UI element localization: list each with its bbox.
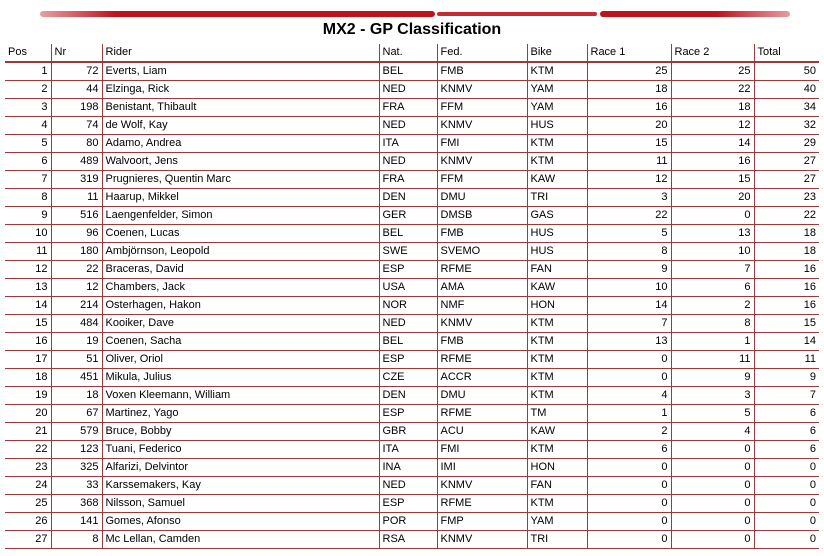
cell-pos: 12 (5, 261, 51, 279)
cell-total: 14 (754, 333, 819, 351)
cell-nat: NED (379, 81, 437, 99)
cell-nr: 72 (51, 62, 102, 81)
cell-total: 22 (754, 207, 819, 225)
classification-table (5, 44, 819, 549)
cell-rider: Benistant, Thibault (102, 99, 379, 117)
cell-pos: 5 (5, 135, 51, 153)
cell-rider: Braceras, David (102, 261, 379, 279)
cell-race2: 5 (671, 405, 754, 423)
cell-nr: 451 (51, 369, 102, 387)
cell-total: 6 (754, 405, 819, 423)
column-header-nr[interactable]: Nr (51, 44, 102, 62)
cell-total: 6 (754, 423, 819, 441)
cell-nat: INA (379, 459, 437, 477)
cell-fed: ACU (437, 423, 527, 441)
cell-fed: AMA (437, 279, 527, 297)
cell-nr: 180 (51, 243, 102, 261)
cell-nr: 51 (51, 351, 102, 369)
cell-fed: RFME (437, 405, 527, 423)
cell-bike: YAM (527, 99, 587, 117)
cell-bike: KTM (527, 135, 587, 153)
cell-nat: ESP (379, 405, 437, 423)
cell-bike: KTM (527, 315, 587, 333)
cell-nat: NED (379, 117, 437, 135)
cell-fed: FMI (437, 135, 527, 153)
table-row (5, 387, 819, 405)
cell-fed: FFM (437, 99, 527, 117)
cell-total: 9 (754, 369, 819, 387)
table-row (5, 405, 819, 423)
cell-rider: Elzinga, Rick (102, 81, 379, 99)
cell-pos: 14 (5, 297, 51, 315)
column-header-bike[interactable]: Bike (527, 44, 587, 62)
column-header-fed[interactable]: Fed. (437, 44, 527, 62)
cell-pos: 4 (5, 117, 51, 135)
cell-total: 16 (754, 261, 819, 279)
table-row (5, 153, 819, 171)
cell-race2: 25 (671, 62, 754, 81)
cell-nr: 123 (51, 441, 102, 459)
cell-race2: 0 (671, 459, 754, 477)
cell-nat: NED (379, 477, 437, 495)
cell-nat: CZE (379, 369, 437, 387)
cell-bike: KTM (527, 153, 587, 171)
cell-total: 16 (754, 279, 819, 297)
cell-race2: 9 (671, 369, 754, 387)
cell-nat: NED (379, 153, 437, 171)
cell-nr: 22 (51, 261, 102, 279)
cell-nr: 44 (51, 81, 102, 99)
cell-nat: USA (379, 279, 437, 297)
cell-bike: KTM (527, 387, 587, 405)
table-row (5, 189, 819, 207)
table-row (5, 279, 819, 297)
cell-bike: FAN (527, 477, 587, 495)
cell-pos: 26 (5, 513, 51, 531)
cell-bike: HON (527, 297, 587, 315)
cell-race1: 0 (587, 513, 671, 531)
cell-rider: Tuani, Federico (102, 441, 379, 459)
cell-fed: KNMV (437, 315, 527, 333)
table-row (5, 261, 819, 279)
cell-nat: NED (379, 315, 437, 333)
cell-bike: HUS (527, 225, 587, 243)
cell-pos: 9 (5, 207, 51, 225)
cell-race1: 18 (587, 81, 671, 99)
cell-total: 0 (754, 459, 819, 477)
header-brush-fade (40, 10, 792, 18)
table-row (5, 369, 819, 387)
cell-total: 15 (754, 315, 819, 333)
cell-pos: 17 (5, 351, 51, 369)
cell-pos: 15 (5, 315, 51, 333)
cell-total: 6 (754, 441, 819, 459)
cell-nr: 33 (51, 477, 102, 495)
cell-rider: Everts, Liam (102, 62, 379, 81)
table-row (5, 351, 819, 369)
cell-fed: IMI (437, 459, 527, 477)
cell-nr: 67 (51, 405, 102, 423)
cell-rider: Mikula, Julius (102, 369, 379, 387)
cell-nat: BEL (379, 62, 437, 81)
cell-fed: KNMV (437, 117, 527, 135)
cell-race1: 20 (587, 117, 671, 135)
cell-total: 16 (754, 297, 819, 315)
cell-rider: Adamo, Andrea (102, 135, 379, 153)
cell-race1: 13 (587, 333, 671, 351)
cell-race2: 0 (671, 441, 754, 459)
cell-total: 32 (754, 117, 819, 135)
cell-race1: 0 (587, 351, 671, 369)
cell-nr: 516 (51, 207, 102, 225)
table-row (5, 135, 819, 153)
cell-pos: 24 (5, 477, 51, 495)
cell-race1: 11 (587, 153, 671, 171)
cell-nat: FRA (379, 99, 437, 117)
cell-rider: Osterhagen, Hakon (102, 297, 379, 315)
table-row (5, 333, 819, 351)
cell-fed: RFME (437, 351, 527, 369)
cell-nr: 80 (51, 135, 102, 153)
cell-race1: 14 (587, 297, 671, 315)
cell-nat: DEN (379, 387, 437, 405)
cell-fed: DMU (437, 189, 527, 207)
cell-pos: 22 (5, 441, 51, 459)
table-row (5, 531, 819, 549)
cell-nr: 8 (51, 531, 102, 549)
cell-nr: 96 (51, 225, 102, 243)
cell-race1: 8 (587, 243, 671, 261)
cell-rider: Nilsson, Samuel (102, 495, 379, 513)
cell-pos: 8 (5, 189, 51, 207)
cell-nr: 11 (51, 189, 102, 207)
cell-rider: de Wolf, Kay (102, 117, 379, 135)
cell-race1: 10 (587, 279, 671, 297)
cell-rider: Kooiker, Dave (102, 315, 379, 333)
table-row (5, 477, 819, 495)
cell-bike: TRI (527, 189, 587, 207)
cell-race2: 0 (671, 495, 754, 513)
table-row (5, 225, 819, 243)
cell-bike: KTM (527, 333, 587, 351)
cell-fed: ACCR (437, 369, 527, 387)
cell-nr: 484 (51, 315, 102, 333)
cell-rider: Coenen, Lucas (102, 225, 379, 243)
cell-nat: SWE (379, 243, 437, 261)
cell-race2: 12 (671, 117, 754, 135)
cell-race1: 15 (587, 135, 671, 153)
cell-race2: 13 (671, 225, 754, 243)
cell-bike: KTM (527, 62, 587, 81)
cell-bike: HUS (527, 117, 587, 135)
cell-race1: 9 (587, 261, 671, 279)
cell-nat: GBR (379, 423, 437, 441)
cell-rider: Chambers, Jack (102, 279, 379, 297)
cell-nr: 74 (51, 117, 102, 135)
cell-nat: ITA (379, 135, 437, 153)
cell-nr: 489 (51, 153, 102, 171)
cell-race2: 22 (671, 81, 754, 99)
table-row (5, 423, 819, 441)
cell-bike: KTM (527, 495, 587, 513)
cell-bike: YAM (527, 513, 587, 531)
cell-fed: KNMV (437, 531, 527, 549)
cell-nr: 198 (51, 99, 102, 117)
cell-total: 0 (754, 513, 819, 531)
cell-rider: Bruce, Bobby (102, 423, 379, 441)
cell-race2: 3 (671, 387, 754, 405)
cell-bike: YAM (527, 81, 587, 99)
cell-total: 27 (754, 153, 819, 171)
cell-rider: Oliver, Oriol (102, 351, 379, 369)
cell-pos: 25 (5, 495, 51, 513)
cell-rider: Alfarizi, Delvintor (102, 459, 379, 477)
cell-fed: FMB (437, 225, 527, 243)
cell-total: 50 (754, 62, 819, 81)
cell-fed: DMSB (437, 207, 527, 225)
cell-fed: KNMV (437, 477, 527, 495)
cell-total: 0 (754, 477, 819, 495)
cell-fed: KNMV (437, 81, 527, 99)
cell-race1: 1 (587, 405, 671, 423)
cell-rider: Coenen, Sacha (102, 333, 379, 351)
cell-pos: 11 (5, 243, 51, 261)
cell-nr: 214 (51, 297, 102, 315)
cell-race2: 0 (671, 207, 754, 225)
cell-race1: 16 (587, 99, 671, 117)
cell-pos: 6 (5, 153, 51, 171)
cell-fed: SVEMO (437, 243, 527, 261)
cell-pos: 16 (5, 333, 51, 351)
cell-total: 29 (754, 135, 819, 153)
cell-rider: Gomes, Afonso (102, 513, 379, 531)
cell-total: 18 (754, 225, 819, 243)
cell-race2: 0 (671, 531, 754, 549)
cell-race1: 7 (587, 315, 671, 333)
cell-pos: 21 (5, 423, 51, 441)
cell-pos: 3 (5, 99, 51, 117)
cell-rider: Haarup, Mikkel (102, 189, 379, 207)
table-row (5, 243, 819, 261)
cell-rider: Karssemakers, Kay (102, 477, 379, 495)
cell-fed: FFM (437, 171, 527, 189)
cell-race2: 4 (671, 423, 754, 441)
cell-race1: 0 (587, 369, 671, 387)
table-row (5, 315, 819, 333)
column-header-nat[interactable]: Nat. (379, 44, 437, 62)
table-row (5, 62, 819, 81)
cell-rider: Mc Lellan, Camden (102, 531, 379, 549)
cell-total: 27 (754, 171, 819, 189)
cell-race1: 0 (587, 495, 671, 513)
cell-race2: 2 (671, 297, 754, 315)
table-row (5, 441, 819, 459)
cell-bike: KAW (527, 423, 587, 441)
cell-rider: Ambjörnson, Leopold (102, 243, 379, 261)
table-row (5, 207, 819, 225)
cell-total: 40 (754, 81, 819, 99)
cell-pos: 13 (5, 279, 51, 297)
cell-race2: 7 (671, 261, 754, 279)
cell-fed: FMP (437, 513, 527, 531)
cell-race1: 5 (587, 225, 671, 243)
cell-nat: ESP (379, 495, 437, 513)
cell-pos: 23 (5, 459, 51, 477)
cell-race2: 20 (671, 189, 754, 207)
cell-bike: KAW (527, 171, 587, 189)
cell-pos: 10 (5, 225, 51, 243)
table-row (5, 459, 819, 477)
cell-pos: 2 (5, 81, 51, 99)
cell-race2: 0 (671, 513, 754, 531)
cell-fed: RFME (437, 261, 527, 279)
cell-nr: 12 (51, 279, 102, 297)
table-header-row (5, 44, 819, 62)
cell-total: 0 (754, 531, 819, 549)
cell-total: 7 (754, 387, 819, 405)
table-row (5, 171, 819, 189)
cell-fed: FMB (437, 333, 527, 351)
cell-bike: GAS (527, 207, 587, 225)
cell-race2: 18 (671, 99, 754, 117)
column-header-total[interactable]: Total (754, 44, 819, 62)
cell-nr: 18 (51, 387, 102, 405)
cell-race1: 0 (587, 477, 671, 495)
cell-bike: KTM (527, 441, 587, 459)
cell-nr: 325 (51, 459, 102, 477)
cell-pos: 7 (5, 171, 51, 189)
table-row (5, 495, 819, 513)
cell-race1: 0 (587, 531, 671, 549)
cell-nat: GER (379, 207, 437, 225)
cell-nr: 319 (51, 171, 102, 189)
cell-nat: NOR (379, 297, 437, 315)
cell-race1: 0 (587, 459, 671, 477)
cell-race1: 12 (587, 171, 671, 189)
column-header-rider[interactable]: Rider (102, 44, 379, 62)
cell-rider: Martinez, Yago (102, 405, 379, 423)
cell-race2: 1 (671, 333, 754, 351)
cell-pos: 18 (5, 369, 51, 387)
table-row (5, 117, 819, 135)
cell-nr: 368 (51, 495, 102, 513)
cell-pos: 1 (5, 62, 51, 81)
cell-fed: FMB (437, 62, 527, 81)
cell-nat: FRA (379, 171, 437, 189)
cell-race1: 2 (587, 423, 671, 441)
cell-rider: Walvoort, Jens (102, 153, 379, 171)
cell-fed: FMI (437, 441, 527, 459)
cell-fed: RFME (437, 495, 527, 513)
cell-race2: 11 (671, 351, 754, 369)
cell-nr: 19 (51, 333, 102, 351)
cell-total: 34 (754, 99, 819, 117)
cell-nat: BEL (379, 225, 437, 243)
cell-race1: 25 (587, 62, 671, 81)
cell-bike: TM (527, 405, 587, 423)
cell-bike: HON (527, 459, 587, 477)
page-title: MX2 - GP Classification (322, 21, 502, 38)
cell-bike: KAW (527, 279, 587, 297)
cell-nat: ITA (379, 441, 437, 459)
cell-race2: 10 (671, 243, 754, 261)
cell-pos: 19 (5, 387, 51, 405)
cell-race2: 14 (671, 135, 754, 153)
cell-pos: 20 (5, 405, 51, 423)
cell-fed: KNMV (437, 153, 527, 171)
cell-race1: 22 (587, 207, 671, 225)
cell-race2: 16 (671, 153, 754, 171)
table-row (5, 99, 819, 117)
cell-nat: RSA (379, 531, 437, 549)
column-header-race1[interactable]: Race 1 (587, 44, 671, 62)
cell-bike: KTM (527, 351, 587, 369)
cell-fed: NMF (437, 297, 527, 315)
cell-nat: DEN (379, 189, 437, 207)
cell-bike: TRI (527, 531, 587, 549)
cell-race2: 15 (671, 171, 754, 189)
cell-nr: 579 (51, 423, 102, 441)
cell-race1: 3 (587, 189, 671, 207)
cell-race2: 8 (671, 315, 754, 333)
table-row (5, 297, 819, 315)
cell-race1: 6 (587, 441, 671, 459)
cell-pos: 27 (5, 531, 51, 549)
cell-nat: ESP (379, 351, 437, 369)
cell-nat: BEL (379, 333, 437, 351)
cell-bike: HUS (527, 243, 587, 261)
cell-rider: Laengenfelder, Simon (102, 207, 379, 225)
column-header-race2[interactable]: Race 2 (671, 44, 754, 62)
cell-bike: KTM (527, 369, 587, 387)
cell-race1: 4 (587, 387, 671, 405)
cell-rider: Prugnieres, Quentin Marc (102, 171, 379, 189)
cell-nat: POR (379, 513, 437, 531)
cell-nat: ESP (379, 261, 437, 279)
cell-bike: FAN (527, 261, 587, 279)
table-row (5, 81, 819, 99)
cell-total: 11 (754, 351, 819, 369)
cell-total: 18 (754, 243, 819, 261)
cell-total: 23 (754, 189, 819, 207)
cell-fed: DMU (437, 387, 527, 405)
cell-total: 0 (754, 495, 819, 513)
table-row (5, 513, 819, 531)
column-header-pos[interactable]: Pos (5, 44, 51, 62)
cell-rider: Voxen Kleemann, William (102, 387, 379, 405)
cell-race2: 6 (671, 279, 754, 297)
cell-race2: 0 (671, 477, 754, 495)
cell-nr: 141 (51, 513, 102, 531)
